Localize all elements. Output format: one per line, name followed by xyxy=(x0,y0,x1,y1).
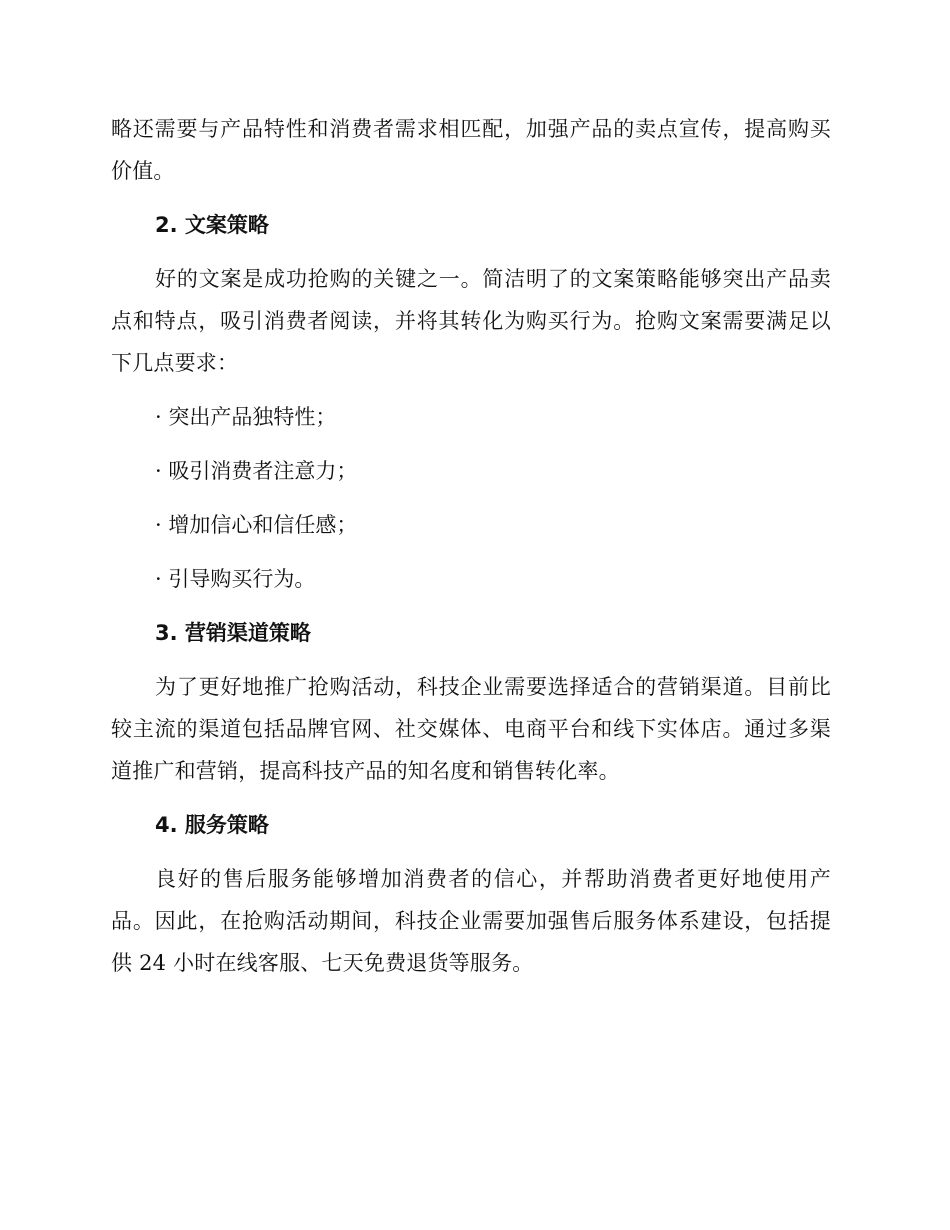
intro-paragraph: 略还需要与产品特性和消费者需求相匹配，加强产品的卖点宣传，提高购买价值。 xyxy=(111,117,831,183)
bullet-item: · 增加信心和信任感； xyxy=(155,513,358,537)
document-content xyxy=(111,108,831,996)
bullet-item: · 吸引消费者注意力； xyxy=(155,459,358,483)
section-heading-service: 4. 服务策略 xyxy=(155,813,269,837)
section-heading-copywriting: 2. 文案策略 xyxy=(155,213,269,237)
section-paragraph-channels: 为了更好地推广抢购活动，科技企业需要选择适合的营销渠道。目前比较主流的渠道包括品牌官网、社交媒体、电商平台和线下实体店。通过多渠道推广和营销，提高科技产品的知名度和销售转化率。 xyxy=(111,675,831,783)
section-heading-channels: 3. 营销渠道策略 xyxy=(155,621,311,645)
bullet-item: · 引导购买行为。 xyxy=(155,567,316,591)
bullet-item: · 突出产品独特性； xyxy=(155,405,337,429)
section-paragraph-service: 良好的售后服务能够增加消费者的信心，并帮助消费者更好地使用产品。因此，在抢购活动期间，科技企业需要加强售后服务体系建设，包括提供 24 小时在线客服、七天免费退货等服务。 xyxy=(111,867,831,975)
section-paragraph-copywriting: 好的文案是成功抢购的关键之一。简洁明了的文案策略能够突出产品卖点和特点，吸引消费者阅读，并将其转化为购买行为。抢购文案需要满足以下几点要求： xyxy=(111,267,831,375)
